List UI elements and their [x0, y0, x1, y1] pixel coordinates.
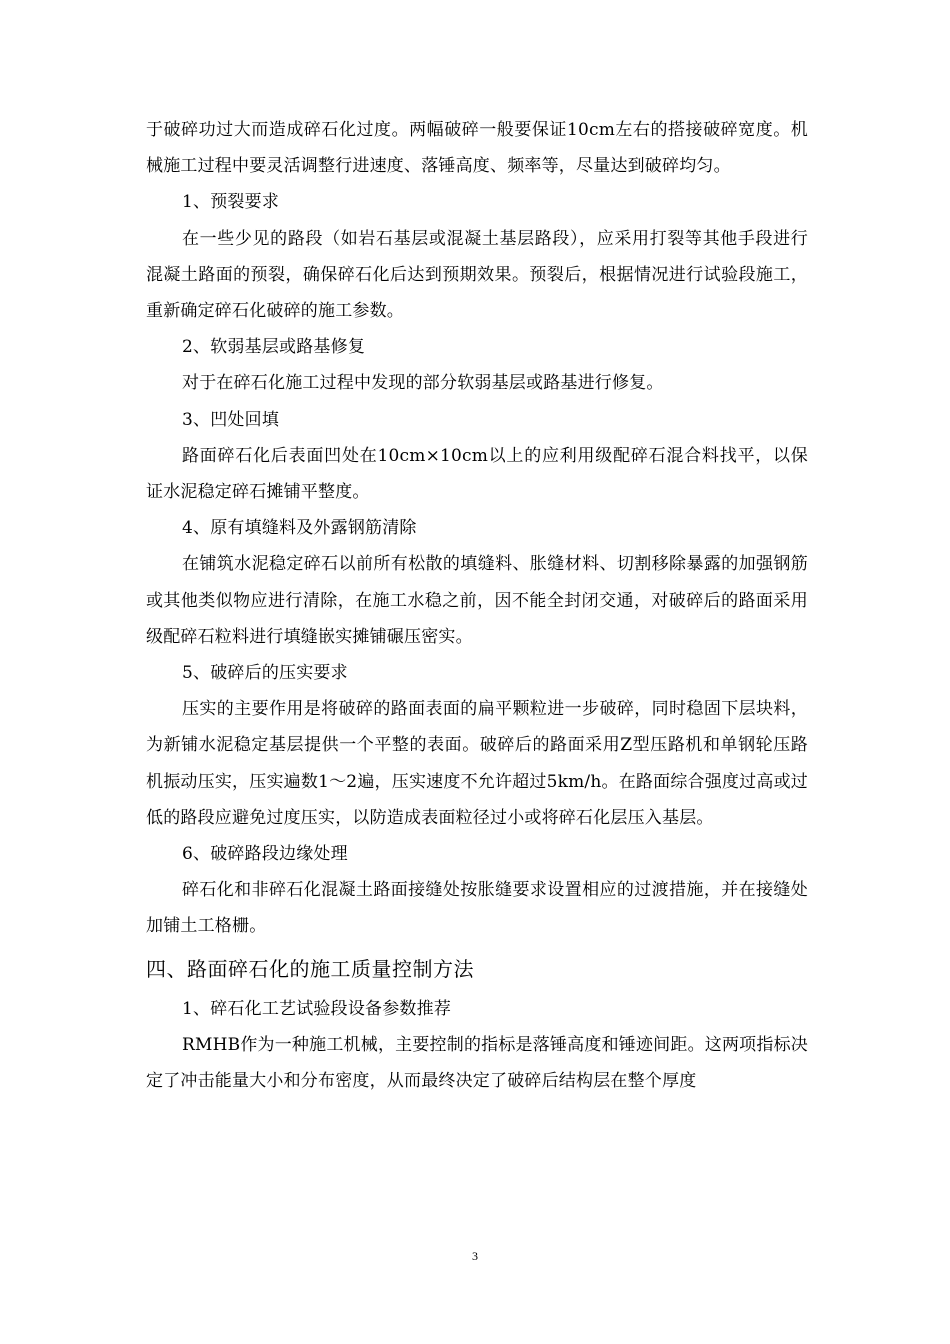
- subheading-soft-base: 2、软弱基层或路基修复: [182, 337, 366, 358]
- subheading-precrack: 1、预裂要求: [182, 192, 280, 213]
- page-number: 3: [472, 1249, 478, 1263]
- document-body: [146, 112, 808, 1099]
- paragraph-soft-base: 对于在碎石化施工过程中发现的部分软弱基层或路基进行修复。: [182, 373, 664, 394]
- section-heading-quality-control: 四、路面碎石化的施工质量控制方法: [146, 956, 474, 981]
- paragraph-equipment-params: RMHB作为一种施工机械，主要控制的指标是落锤高度和锤迹间距。这两项指标决定了冲击能量大小和分布密度，从而最终决定了破碎后结构层在整个厚度: [146, 1034, 808, 1092]
- subheading-edge-treatment: 6、破碎路段边缘处理: [182, 844, 348, 865]
- subheading-joint-cleanup: 4、原有填缝料及外露钢筋清除: [182, 518, 417, 539]
- paragraph-depression-fill: 路面碎石化后表面凹处在10cm×10cm以上的应利用级配碎石混合料找平，以保证水泥稳定碎石摊铺平整度。: [146, 445, 808, 503]
- subheading-compaction: 5、破碎后的压实要求: [182, 663, 348, 684]
- subheading-equipment-params: 1、碎石化工艺试验段设备参数推荐: [182, 998, 452, 1019]
- paragraph-joint-cleanup: 在铺筑水泥稳定碎石以前所有松散的填缝料、胀缝材料、切割移除暴露的加强钢筋或其他类似物应进行清除，在施工水稳之前，因不能全封闭交通，对破碎后的路面采用级配碎石粒料进行填缝嵌实摊铺碾压密实。: [146, 554, 808, 647]
- paragraph-edge-treatment: 碎石化和非碎石化混凝土路面接缝处按胀缝要求设置相应的过渡措施，并在接缝处加铺土工格栅。: [146, 880, 808, 937]
- paragraph-continuation: 于破碎功过大而造成碎石化过度。两幅破碎一般要保证10cm左右的搭接破碎宽度。机械施工过程中要灵活调整行进速度、落锤高度、频率等，尽量达到破碎均匀。: [146, 120, 808, 177]
- paragraph-precrack: 在一些少见的路段（如岩石基层或混凝土基层路段），应采用打裂等其他手段进行混凝土路面的预裂，确保碎石化后达到预期效果。预裂后，根据情况进行试验段施工，重新确定碎石化破碎的施工参数。: [146, 228, 808, 322]
- subheading-depression-fill: 3、凹处回填: [182, 409, 280, 430]
- paragraph-compaction: 压实的主要作用是将破碎的路面表面的扁平颗粒进一步破碎，同时稳固下层块料，为新铺水泥稳定基层提供一个平整的表面。破碎后的路面采用Z型压路机和单钢轮压路机振动压实，压实遍数1～2遍，压实速度不允许超过5km/h。在路面综合强度过高或过低的路段应避免过度压实，以防造成表面粒径过小或将碎石化层压入基层。: [146, 699, 808, 828]
